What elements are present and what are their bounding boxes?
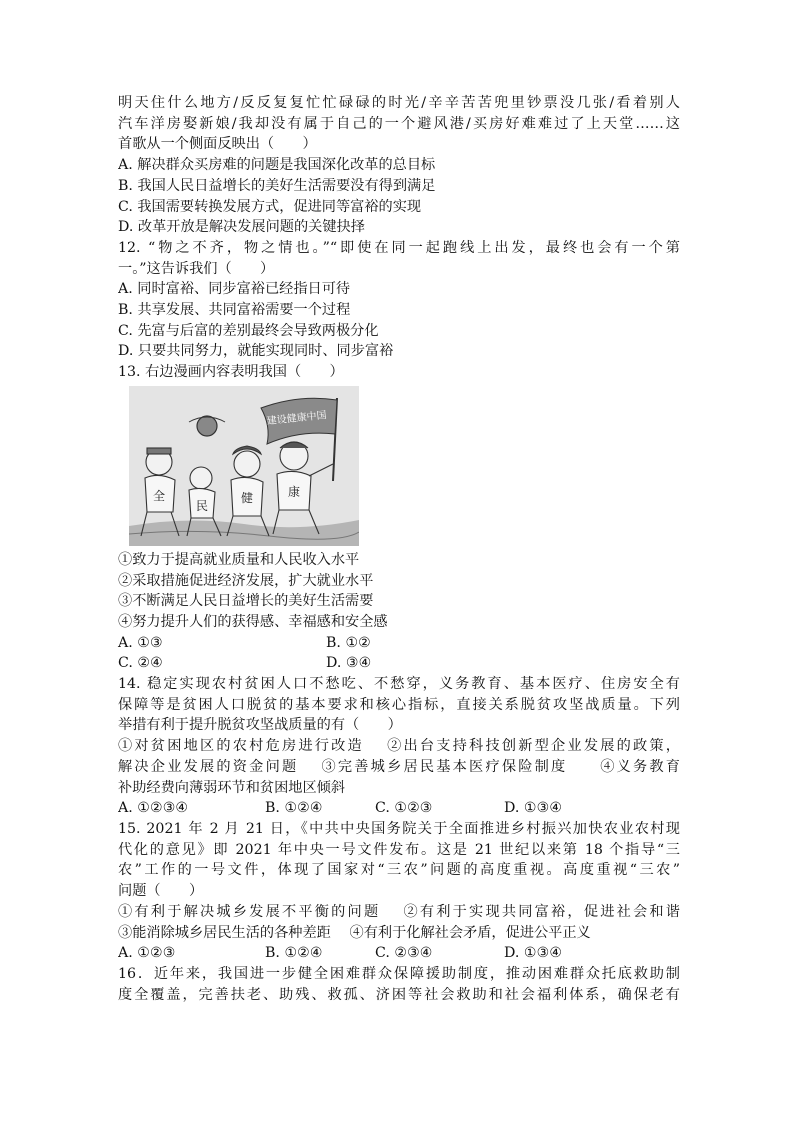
question-stem-line: 问题（ ） — [118, 883, 204, 900]
option-c: C. 先富与后富的差别最终会导致两极分化 — [118, 322, 379, 339]
statement-3: ③不断满足人民日益增长的美好生活需要 — [118, 593, 374, 610]
question-stem-line: 一。”这告诉我们（ ） — [118, 260, 275, 277]
option-a: A. 解决群众买房难的问题是我国深化改革的总目标 — [118, 157, 436, 174]
statement-line: 补助经费向薄弱环节和贫困地区倾斜 — [118, 779, 346, 796]
question-stem-line: 16．近年来，我国进一步健全困难群众保障援助制度，推动困难群众托底救助制 — [118, 965, 680, 982]
option-a: A. 同时富裕、同步富裕已经指日可待 — [118, 281, 351, 298]
statement-line: ①对贫困地区的农村危房进行改造 ②出台支持科技创新型企业发展的政策， — [118, 738, 680, 755]
option-a: A. ①③ — [118, 634, 163, 651]
question-13 — [118, 362, 680, 674]
statement-2: ②采取措施促进经济发展，扩大就业水平 — [118, 572, 374, 589]
question-stem-line: 首歌从一个侧面反映出（ ） — [118, 136, 317, 153]
option-d: D. 只要共同努力，就能实现同时、同步富裕 — [118, 343, 394, 360]
statement-line: ③能消除城乡居民生活的各种差距 ④有利于化解社会矛盾，促进公平正义 — [118, 924, 591, 941]
option-d: D. ①③④ — [504, 945, 563, 962]
option-c: C. ②③④ — [375, 945, 433, 962]
option-a: A. ①②③ — [118, 945, 176, 962]
flag-text: 建设健康中国 — [266, 409, 328, 428]
question-stem-line: 14. 稳定实现农村贫困人口不愁吃、不愁穿，义务教育、基本医疗、住房安全有 — [118, 676, 680, 693]
option-c: C. ②④ — [118, 655, 163, 672]
statement-line: 解决企业发展的资金问题 ③完善城乡居民基本医疗保险制度 ④义务教育 — [118, 758, 680, 775]
statement-line: ①有利于解决城乡发展不平衡的问题 ②有利于实现共同富裕，促进社会和谐 — [118, 903, 680, 920]
option-c: C. ①②③ — [375, 800, 433, 817]
option-b: B. ①②④ — [265, 945, 323, 962]
options-row — [118, 653, 680, 674]
statement-1: ①致力于提高就业质量和人民收入水平 — [118, 551, 360, 568]
options-row — [118, 633, 680, 654]
question-stem: 13. 右边漫画内容表明我国（ ） — [118, 364, 344, 381]
shirt-char: 全 — [153, 488, 166, 503]
question-stem-line: 保障等是贫困人口脱贫的基本要求和核心指标，直接关系脱贫攻坚战质量。下列 — [118, 696, 680, 713]
option-d: D. ③④ — [326, 655, 372, 672]
shirt-char: 民 — [196, 498, 209, 513]
options-row — [118, 943, 680, 964]
question-14 — [118, 674, 680, 819]
shirt-char: 健 — [241, 490, 254, 505]
question-12 — [118, 238, 680, 362]
question-stem-line: 举措有利于提升脱贫攻坚战质量的有（ ） — [118, 717, 402, 734]
option-c: C. 我国需要转换发展方式，促进同等富裕的实现 — [118, 198, 422, 215]
option-b: B. ①②④ — [265, 800, 323, 817]
exam-page — [118, 93, 680, 1005]
statement-4: ④努力提升人们的获得感、幸福感和安全感 — [118, 613, 388, 630]
question-stem-line: 代化的意见》即 2021 年中央一号文件发布。这是 21 世纪以来第 18 个指导“三 — [118, 841, 680, 858]
question-16 — [118, 964, 680, 1005]
question-stem-line: 度全覆盖，完善扶老、助残、救孤、济困等社会救助和社会福利体系，确保老有 — [118, 986, 680, 1003]
option-b: B. 我国人民日益增长的美好生活需要没有得到满足 — [118, 177, 436, 194]
question-15 — [118, 819, 680, 964]
question-stem-line: 农”工作的一号文件，体现了国家对“三农”问题的高度重视。高度重视“三农” — [118, 862, 680, 879]
option-d: D. ①③④ — [504, 800, 563, 817]
option-a: A. ①②③④ — [118, 800, 189, 817]
options-row — [118, 798, 680, 819]
option-d: D. 改革开放是解决发展问题的关键抉择 — [118, 219, 365, 236]
option-b: B. ①② — [326, 634, 371, 651]
question-stem-line: 汽车洋房娶新娘/我却没有属于自己的一个避风港/买房好难难过了上天堂……这 — [118, 115, 680, 132]
shirt-char: 康 — [288, 484, 301, 499]
question-stem-line: 12. “物之不齐，物之情也。”“即使在同一起跑线上出发，最终也会有一个第 — [118, 239, 680, 256]
option-b: B. 共享发展、共同富裕需要一个过程 — [118, 302, 351, 319]
question-11 — [118, 93, 680, 238]
health-cartoon-image — [129, 386, 359, 546]
question-stem-line: 15. 2021 年 2 月 21 日，《中共中央国务院关于全面推进乡村振兴加快农业农村现 — [118, 820, 680, 837]
question-stem-line: 明天住什么地方/反反复复忙忙碌碌的时光/辛辛苦苦兜里钞票没几张/看着别人 — [118, 95, 680, 111]
